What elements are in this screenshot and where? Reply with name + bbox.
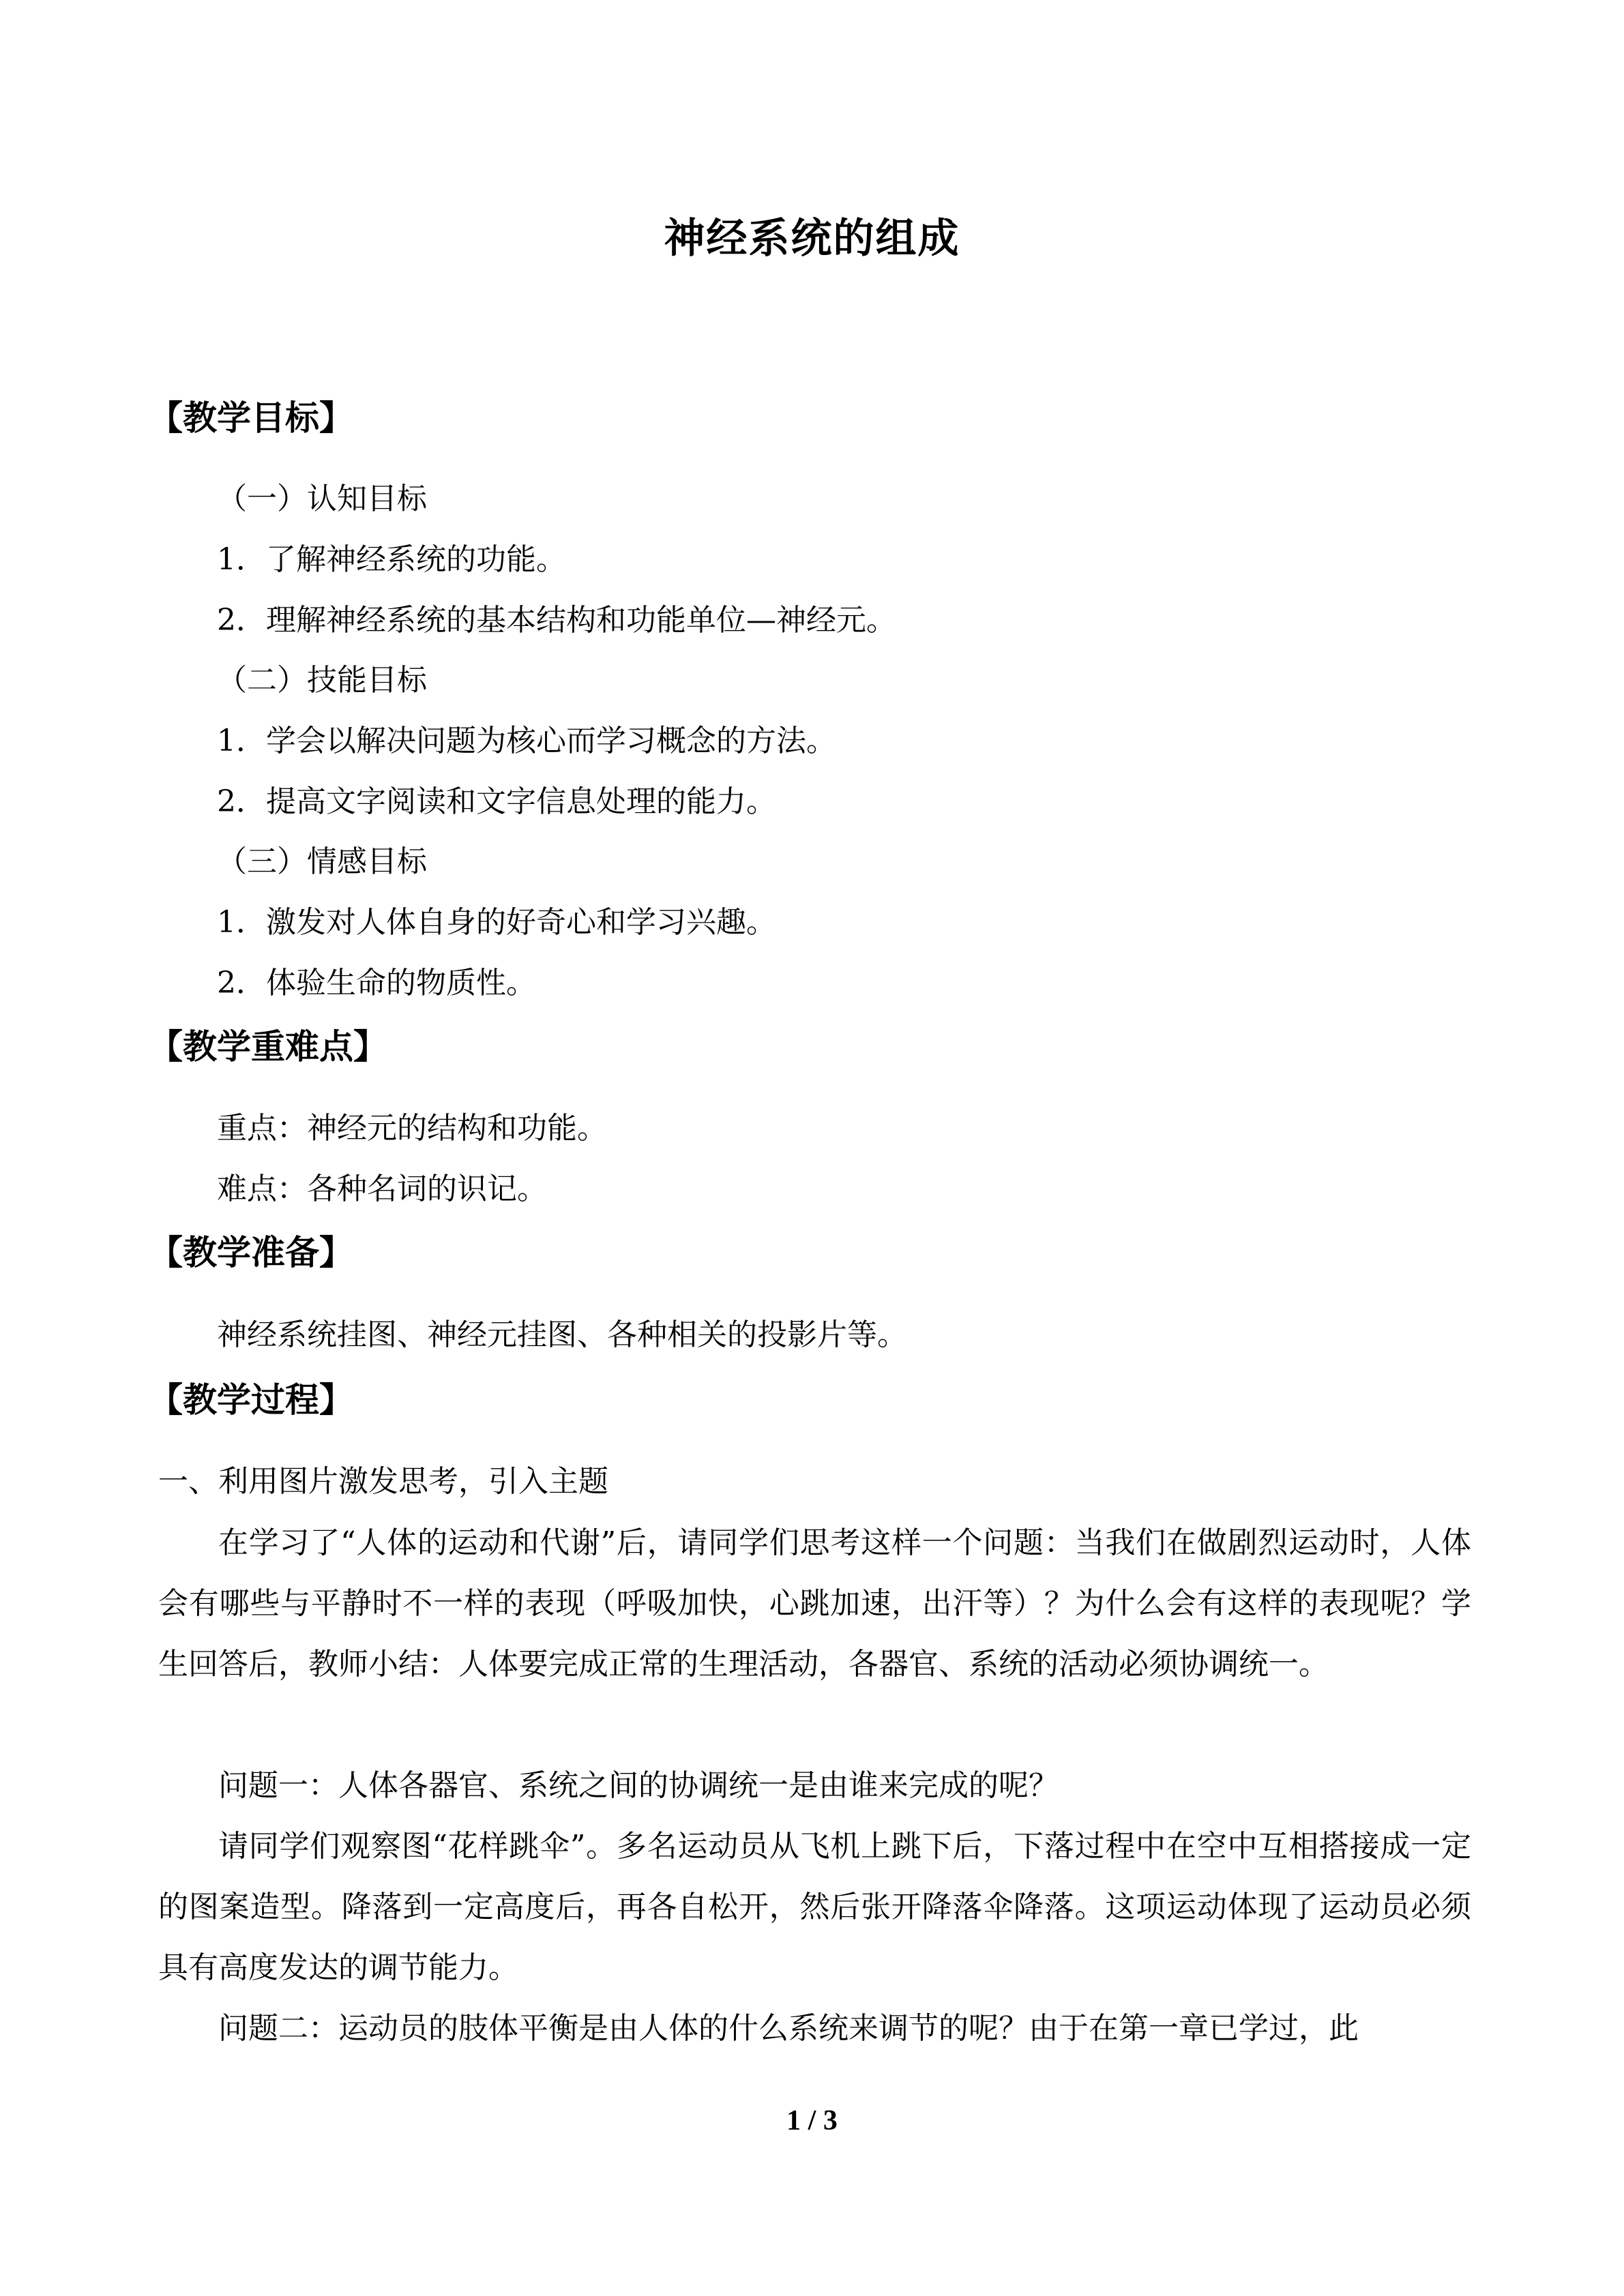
skill-objective-item: 1．学会以解决问题为核心而学习概念的方法。 <box>217 724 836 758</box>
process-step-title: 一、利用图片激发思考，引入主题 <box>158 1464 608 1499</box>
key-point-text: 重点：神经元的结构和功能。 <box>217 1111 607 1146</box>
section-heading-process: 【教学过程】 <box>149 1380 353 1420</box>
skill-objective-title: （二）技能目标 <box>217 663 427 698</box>
preparation-text: 神经系统挂图、神经元挂图、各种相关的投影片等。 <box>217 1317 907 1352</box>
cognitive-objective-item: 1．了解神经系统的功能。 <box>217 542 566 577</box>
section-heading-key-points: 【教学重难点】 <box>149 1026 387 1067</box>
section-heading-preparation: 【教学准备】 <box>149 1232 353 1272</box>
cognitive-objective-item: 2．理解神经系统的基本结构和功能单位—神经元。 <box>217 603 896 638</box>
section-heading-objectives: 【教学目标】 <box>149 398 353 438</box>
cognitive-objective-title: （一）认知目标 <box>217 481 427 516</box>
process-paragraph: 问题二：运动员的肢体平衡是由人体的什么系统来调节的呢？由于在第一章已学过，此 <box>218 2011 1359 2046</box>
process-paragraph: 请同学们观察图“花样跳伞”。多名运动员从飞机上跳下后，下落过程中在空中互相搭接成一定的图案造型。降落到一定高度后，再各自松开，然后张开降落伞降落。这项运动体现了运动员必须具有高度发达的调节能力。 <box>158 1829 1471 1985</box>
page-indicator: 1 / 3 <box>786 2105 838 2136</box>
skill-objective-item: 2．提高文字阅读和文字信息处理的能力。 <box>217 784 776 819</box>
emotion-objective-title: （三）情感目标 <box>217 844 427 879</box>
difficult-point-text: 难点：各种名词的识记。 <box>217 1172 547 1206</box>
emotion-objective-item: 1．激发对人体自身的好奇心和学习兴趣。 <box>217 905 776 940</box>
page-title: 神经系统的组成 <box>664 215 960 263</box>
process-paragraph: 在学习了“人体的运动和代谢”后，请同学们思考这样一个问题：当我们在做剧烈运动时，人体会有哪些与平静时不一样的表现（呼吸加快，心跳加速，出汗等）？为什么会有这样的表现呢？学生回答后，教师小结：人体要完成正常的生理活动，各器官、系统的活动必须协调统一。 <box>158 1525 1471 1682</box>
process-paragraph: 问题一：人体各器官、系统之间的协调统一是由谁来完成的呢？ <box>218 1768 1059 1803</box>
emotion-objective-item: 2．体验生命的物质性。 <box>217 966 536 1000</box>
